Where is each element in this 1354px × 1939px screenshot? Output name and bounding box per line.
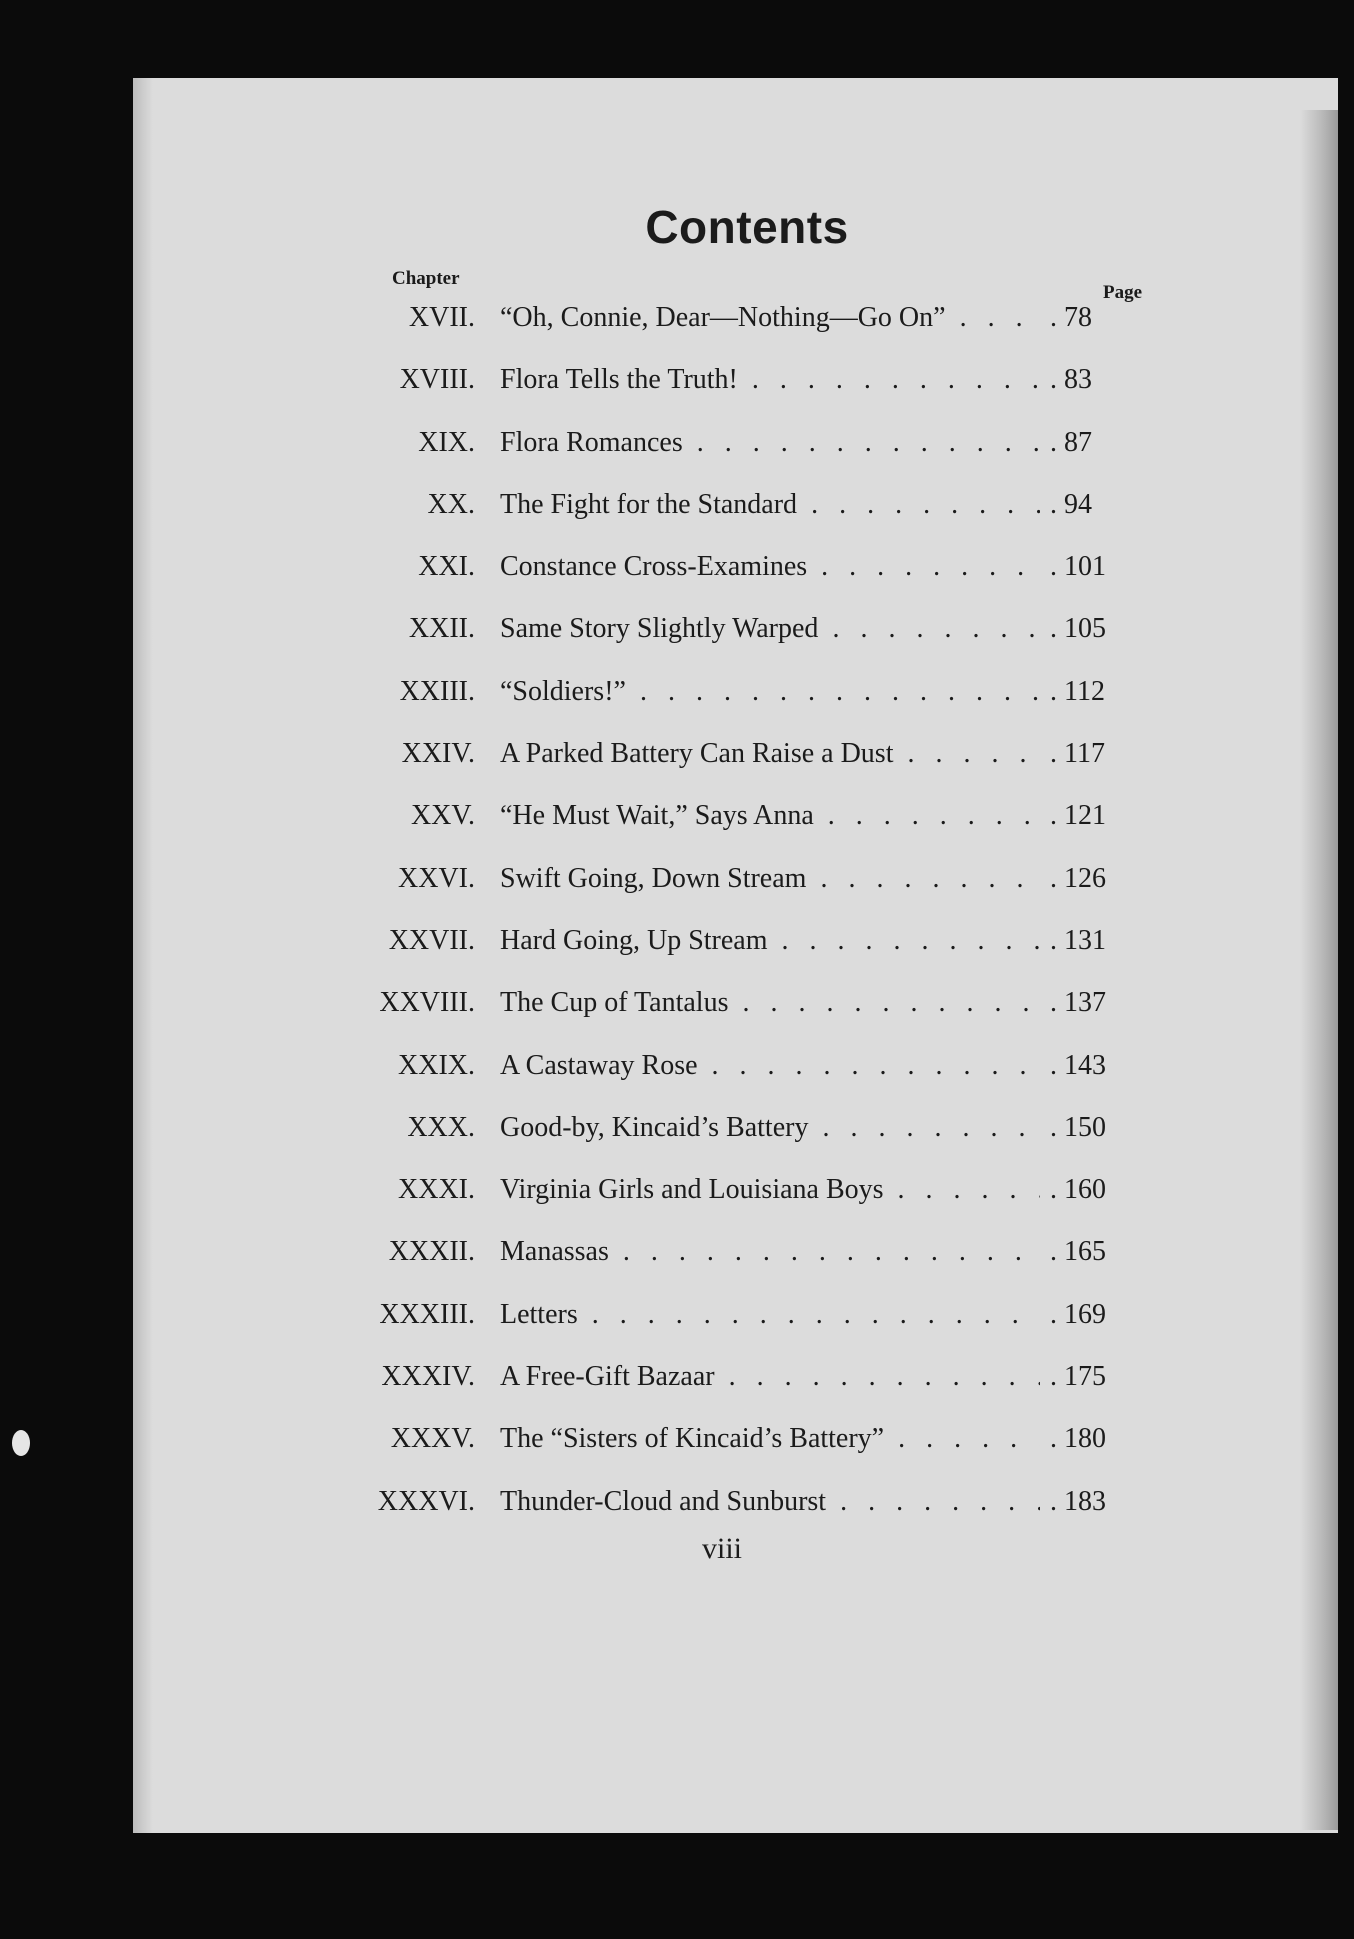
toc-entry — [330, 1476, 1150, 1538]
chapter-page-number: . 150 — [1050, 1112, 1130, 1144]
toc-entry — [330, 1226, 1150, 1288]
chapter-title: Swift Going, Down Stream . . . — [500, 863, 1040, 895]
chapter-page-number: . 160 — [1050, 1174, 1130, 1206]
chapter-number: XXV. — [410, 800, 475, 832]
chapter-page-number: . 169 — [1050, 1299, 1130, 1331]
chapter-title: The Cup of Tantalus . . . — [500, 987, 1040, 1019]
toc-entry — [330, 354, 1150, 416]
toc-entry — [330, 1289, 1150, 1351]
toc-entry — [330, 915, 1150, 977]
chapter-title: Flora Romances . . . — [500, 427, 1040, 459]
chapter-number: XXXI. — [398, 1174, 475, 1206]
chapter-page-number: . 83 — [1050, 364, 1130, 396]
scan-speck — [12, 1430, 30, 1456]
page-title: Contents — [645, 201, 849, 253]
toc-entry — [330, 790, 1150, 852]
chapter-page-number: . 183 — [1050, 1486, 1130, 1518]
chapter-number: XXIX. — [398, 1049, 475, 1081]
chapter-page-number: . 112 — [1050, 676, 1130, 708]
chapter-title: Hard Going, Up Stream . . . — [500, 925, 1040, 957]
chapter-page-number: . 175 — [1050, 1361, 1130, 1393]
chapter-page-number: . 101 — [1050, 551, 1130, 583]
chapter-number: XVIII. — [399, 364, 475, 396]
page-column-header: Page — [1103, 282, 1143, 303]
chapter-page-number: . 121 — [1050, 800, 1130, 832]
chapter-page-number: . 126 — [1050, 863, 1130, 895]
toc-entry — [330, 603, 1150, 665]
page-left-edge — [133, 78, 153, 1833]
chapter-number: XXXVI. — [377, 1485, 475, 1517]
chapter-page-number: . 137 — [1050, 987, 1130, 1019]
chapter-title: Manassas . . . — [500, 1236, 1040, 1268]
chapter-page-number: . 165 — [1050, 1236, 1130, 1268]
toc-entry — [330, 1102, 1150, 1164]
page-right-edge — [1300, 110, 1338, 1830]
chapter-title: Constance Cross-Examines . . . — [500, 551, 1040, 583]
toc-entry — [330, 1040, 1150, 1102]
chapter-number: XXX. — [407, 1111, 475, 1143]
chapter-page-number: . 117 — [1050, 738, 1130, 770]
toc-entry — [330, 977, 1150, 1039]
toc-entry — [330, 1413, 1150, 1475]
chapter-page-number: . 78 — [1050, 302, 1130, 334]
chapter-number: XXIII. — [399, 675, 475, 707]
chapter-page-number: . 143 — [1050, 1050, 1130, 1082]
chapter-title: A Parked Battery Can Raise a Dust . . . — [500, 738, 1040, 770]
chapter-number: XIX. — [418, 426, 475, 458]
table-of-contents — [330, 292, 1150, 1538]
chapter-number: XXXIII. — [379, 1298, 475, 1330]
toc-entry — [330, 728, 1150, 790]
toc-entry — [330, 292, 1150, 354]
chapter-number: XXXII. — [388, 1236, 475, 1268]
chapter-page-number: . 180 — [1050, 1423, 1130, 1455]
chapter-title: Letters . . . — [500, 1299, 1040, 1331]
chapter-page-number: . 94 — [1050, 489, 1130, 521]
chapter-title: The Fight for the Standard . . . — [500, 489, 1040, 521]
toc-entry — [330, 853, 1150, 915]
toc-entry — [330, 1351, 1150, 1413]
chapter-title: “Soldiers!” . . . — [500, 676, 1040, 708]
chapter-number: XXXIV. — [381, 1361, 475, 1393]
chapter-number: XXVII. — [388, 924, 475, 956]
chapter-title: Good-by, Kincaid’s Battery . . . — [500, 1112, 1040, 1144]
chapter-column-header: Chapter — [392, 268, 460, 289]
chapter-page-number: . 131 — [1050, 925, 1130, 957]
chapter-page-number: . 105 — [1050, 613, 1130, 645]
chapter-title: Flora Tells the Truth! . . . — [500, 364, 1040, 396]
chapter-title: The “Sisters of Kincaid’s Battery” . . . — [500, 1423, 1040, 1455]
chapter-number: XXII. — [408, 613, 475, 645]
page-number: viii — [701, 1532, 742, 1565]
chapter-title: Virginia Girls and Louisiana Boys . . . — [500, 1174, 1040, 1206]
chapter-page-number: . 87 — [1050, 427, 1130, 459]
chapter-number: XXXV. — [390, 1423, 475, 1455]
chapter-number: XXVI. — [398, 862, 475, 894]
toc-entry — [330, 417, 1150, 479]
toc-entry — [330, 666, 1150, 728]
chapter-number: XXIV. — [401, 738, 475, 770]
toc-entry — [330, 541, 1150, 603]
chapter-number: XXVIII. — [379, 987, 475, 1019]
toc-entry — [330, 479, 1150, 541]
chapter-number: XX. — [427, 488, 475, 520]
chapter-title: “He Must Wait,” Says Anna . . . — [500, 800, 1040, 832]
chapter-number: XVII. — [408, 302, 475, 333]
toc-entry — [330, 1164, 1150, 1226]
chapter-title: “Oh, Connie, Dear—Nothing—Go On” . . . — [500, 302, 1040, 334]
chapter-number: XXI. — [418, 551, 475, 583]
chapter-title: Same Story Slightly Warped . . . — [500, 613, 1040, 645]
chapter-title: Thunder-Cloud and Sunburst . . . — [500, 1486, 1040, 1518]
chapter-title: A Free-Gift Bazaar . . . — [500, 1361, 1040, 1393]
chapter-title: A Castaway Rose . . . — [500, 1050, 1040, 1082]
